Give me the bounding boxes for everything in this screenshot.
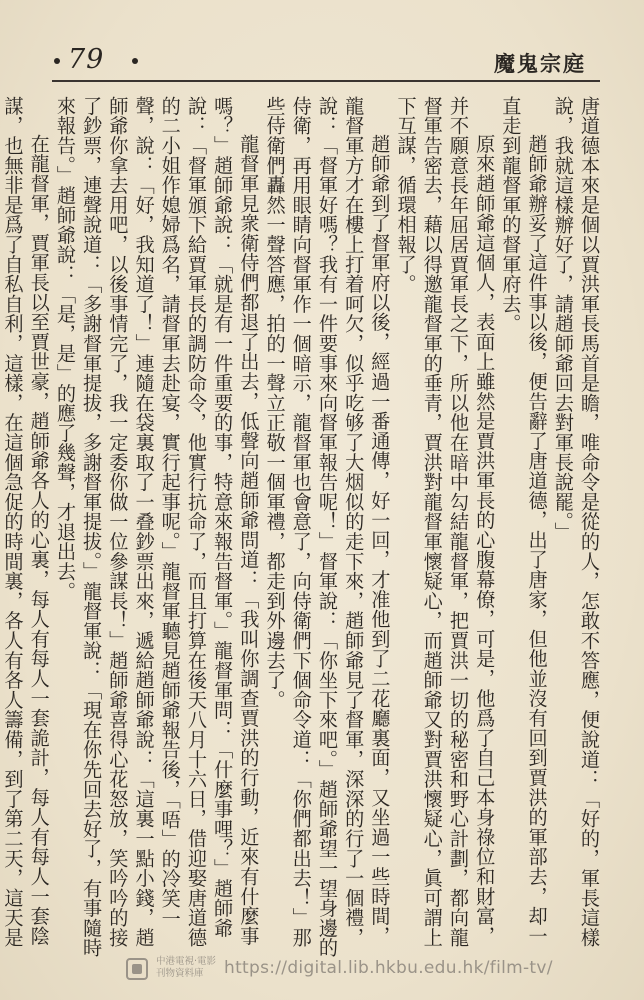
header-divider <box>52 80 600 82</box>
paragraph: 趙師爺辦妥了這件事以後，便告辭了唐道德，出了唐家，但他並沒有回到賈洪的軍部去，却一直走到龍督軍的督軍府去。 <box>499 96 549 947</box>
running-title: 魔鬼宗庭 <box>494 51 586 76</box>
page-header <box>0 44 644 80</box>
library-watermark <box>126 952 626 992</box>
paragraph: 原來趙師爺這個人，表面上雖然是賈洪軍長的心腹幕僚，可是，他爲了自己本身祿位和財富，并不願意長年屈居賈軍長之下，所以他在暗中勾結龍督軍，把賈洪一切的秘密和野心計劃，都向龍督軍告密去，藉以得邀龍督軍的垂青，賈洪對龍督軍懷疑心，而趙師爺又對賈洪懷疑心，眞可謂上下互謀，循環相報了。 <box>394 96 497 948</box>
paragraph: 在龍督軍，賈軍長以至賈世豪，趙師爺各人的心裏，每人有每人一套詭計，每人有每人一套陰謀，也無非是爲了自私自利，這樣，在這個急促的時間裏，各人有各人籌備，到了第二天，這天是 <box>1 96 51 948</box>
paragraph: 龍督軍見衆衛侍們都退了出去，低聲向趙師爺問道：「我叫你調查賈洪的行動，近來有什麼事嗎？」趙師爺說：「就是有一件重要的事，特意來報告督軍。」龍督軍問：「什麼事哩？」趙師爺說：「督軍頒下給賈軍長的調防命令，他實行抗命了，而且打算在後天八月十六日，借迎娶唐道德的二小姐作媳婦爲名，請督軍去赴宴，實行起事呢。」龍督軍聽見趙師爺報告後，「唔」的冷笑一聲，說：「好，我知道了！」連隨在袋裏取了一叠鈔票出來，遞給趙師爺說：「這裏一點小錢，趙師爺你拿去用吧，以後事情完了，我一定委你做一位參謀長！」趙師爺喜得心花怒放，笑吟吟的接了鈔票，連聲說道：「多謝督軍提拔，多謝督軍提拔。」龍督軍說：「現在你先回去好了，有事隨時來報告。」趙師爺說：「是，是」的應了幾聲，才退出去。 <box>53 96 261 958</box>
bullet-dot-icon <box>54 58 60 64</box>
bullet-dot-icon <box>132 58 138 64</box>
watermark-org-name: 中港電視·電影刊物資料庫 <box>156 956 217 979</box>
paragraph: 趙師爺到了督軍府以後，經過一番通傳，好一回，才准他到了二花廳裏面，又坐過一些時間，龍督軍方才在樓上打着呵欠，似乎吃够了大烟似的走下來，趙師爺見了督軍，深深的行了一個禮，說：「督軍好嗎？我有一件要事來向督軍報告呢！」督軍說：「你坐下來吧。」趙師爺望一望身邊的侍衛，再用眼睛向督軍作一個暗示，龍督軍也會意了，向侍衛們下個命令道：「你們都出去！」那些侍衛們轟然一聲答應，拍的一聲立正敬一個軍禮，都走到外邊去了。 <box>263 96 392 958</box>
vertical-body-text <box>1 96 602 958</box>
paragraph: 唐道德本來是個以賈洪軍長馬首是瞻，唯命令是從的人，怎敢不答應，便說道：「好的，軍長這樣說，我就這樣辦好了，請趙師爺回去對軍長說罷。」 <box>551 96 601 948</box>
library-logo-icon <box>126 958 148 980</box>
watermark-url: https://digital.lib.hkbu.edu.hk/film-tv/ <box>224 958 553 978</box>
page-number: 79 <box>68 44 105 75</box>
